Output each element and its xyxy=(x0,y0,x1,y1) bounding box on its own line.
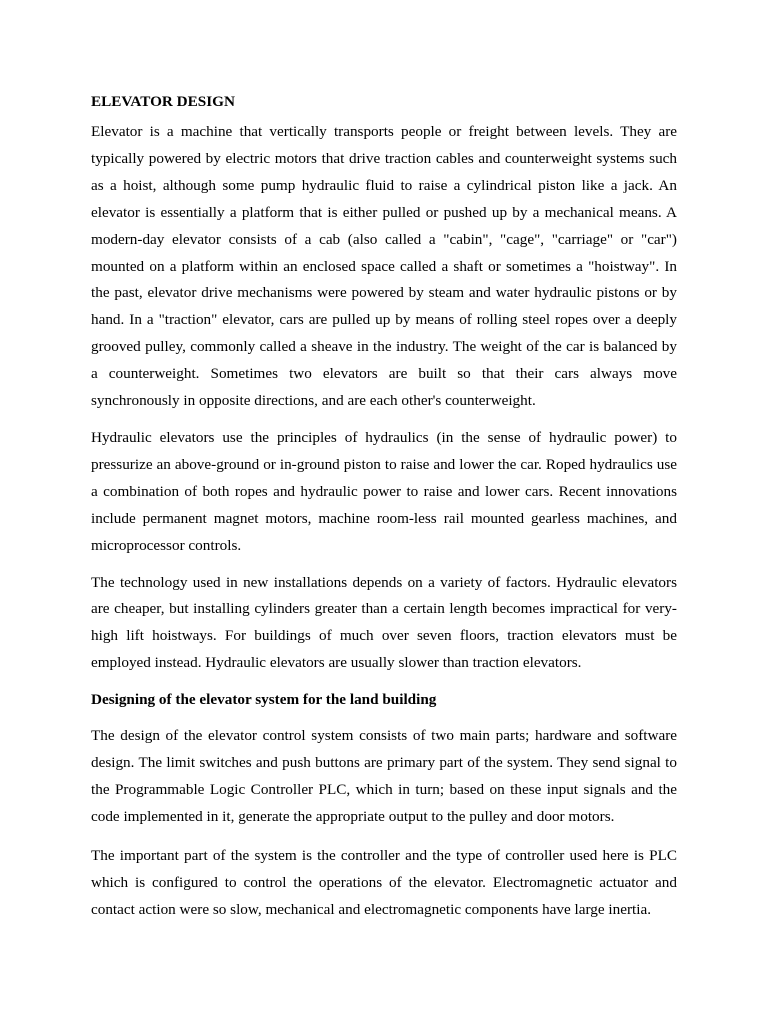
paragraph-technology: The technology used in new installations depends on a variety of factors. Hydraulic elevators are cheaper, but installing cylinders greater than a certain length becomes impractical for very-high lift hoistways. For buildings of much over seven floors, traction elevators must be employed instead. Hydraulic elevators are usually slower than traction elevators. xyxy=(91,573,677,672)
paragraph-control-design: The design of the elevator control system consists of two main parts; hardware and software design. The limit switches and push buttons are primary part of the system. They send signal to the Programmable Logic Controller PLC, which in turn; based on these input signals and the code implemented in it, generate the appropriate output to the pulley and door motors. xyxy=(91,727,677,825)
paragraph-hydraulic-elevators: Hydraulic elevators use the principles of hydraulics (in the sense of hydraulic power) to pressurize an above-ground or in-ground piston to raise and lower the car. Roped hydraulics use a combination of both ropes and hydraulic power to raise and lower cars. Recent innovations include permanent magnet motors, machine room-less rail mounted gearless machines, and microprocessor controls. xyxy=(91,428,677,554)
section-heading: Designing of the elevator system for the land building xyxy=(91,691,437,709)
paragraph-elevator-intro: Elevator is a machine that vertically transports people or freight between levels. They are typically powered by electric motors that drive traction cables and counterweight systems such as a hoist, although some pump hydraulic fluid to raise a cylindrical piston like a jack. An elevator is essentially a platform that is either pulled or pushed up by a mechanical means. A modern-day elevator consists of a cab (also called a "cabin", "cage", "carriage" or "car") mounted on a platform within an enclosed space called a shaft or sometimes a "hoistway". In the past, elevator drive mechanisms were powered by steam and water hydraulic pistons or by hand. In a "traction" elevator, cars are pulled up by means of rolling steel ropes over a deeply grooved pulley, commonly called a sheave in the industry. The weight of the car is balanced by a counterweight. Sometimes two elevators are built so that their cars always move synchronously in opposite directions, and are each other's counterweight. xyxy=(91,123,677,410)
paragraph-controller: The important part of the system is the controller and the type of controller used here is PLC which is configured to control the operations of the elevator. Electromagnetic actuator and contact action were so slow, mechanical and electromagnetic components have large inertia. xyxy=(91,846,677,918)
document-page xyxy=(91,91,677,923)
document-title: ELEVATOR DESIGN xyxy=(91,93,235,110)
